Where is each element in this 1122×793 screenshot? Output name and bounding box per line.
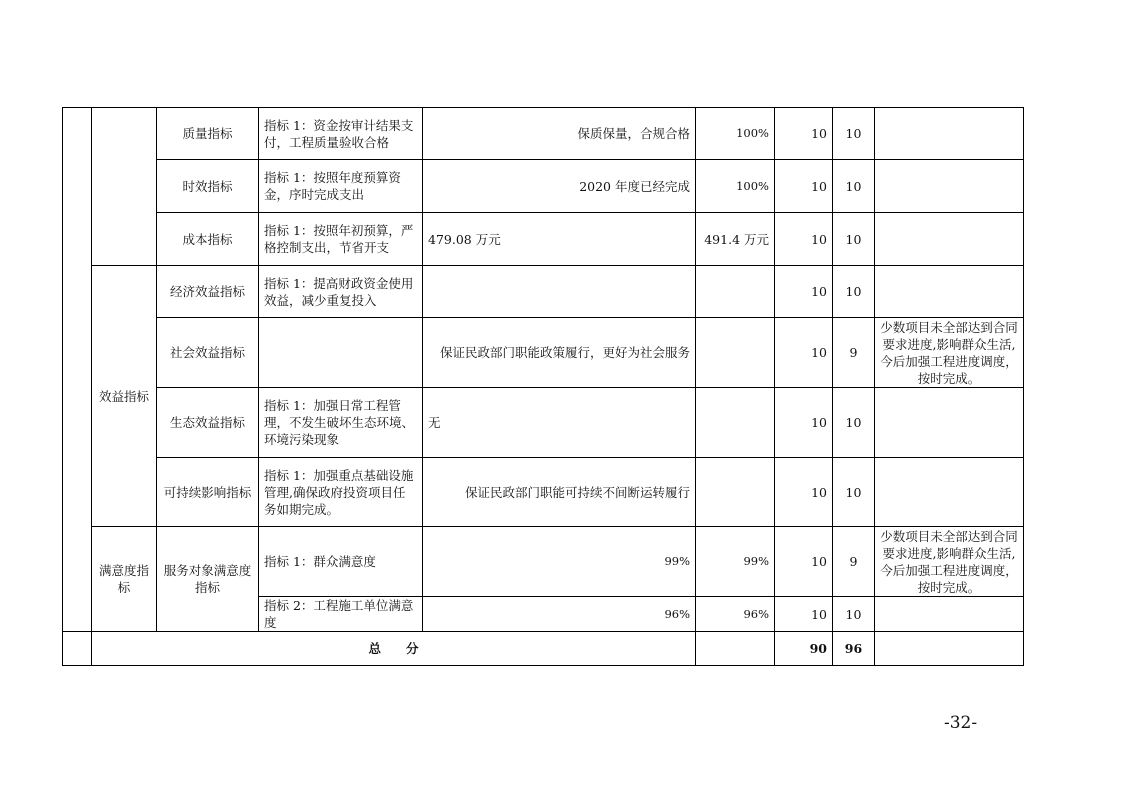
remark-cell: 少数项目未全部达到合同要求进度,影响群众生活,今后加强工程进度调度，按时完成。 xyxy=(875,527,1024,597)
actual-cell: 96% xyxy=(696,597,775,632)
total-row xyxy=(63,632,1024,666)
indicator-cell: 指标 1：加强重点基础设施管理,确保政府投资项目任务如期完成。 xyxy=(259,458,423,527)
target-cell: 479.08 万元 xyxy=(423,213,696,266)
remark-cell xyxy=(875,458,1024,527)
actual-cell: 99% xyxy=(696,527,775,597)
target-cell: 保证民政部门职能可持续不间断运转履行 xyxy=(423,458,696,527)
score-cell: 10 xyxy=(833,597,875,632)
table-row xyxy=(63,318,1024,388)
weight-cell: 10 xyxy=(775,458,833,527)
level2-cell: 满意度指标 xyxy=(92,527,157,632)
table-row xyxy=(63,108,1024,160)
indicator-cell xyxy=(259,318,423,388)
total-blank-cell xyxy=(63,632,92,666)
weight-cell: 10 xyxy=(775,527,833,597)
remark-cell: 少数项目未全部达到合同要求进度,影响群众生活,今后加强工程进度调度，按时完成。 xyxy=(875,318,1024,388)
table-row xyxy=(63,266,1024,318)
actual-cell xyxy=(696,266,775,318)
remark-cell xyxy=(875,266,1024,318)
level3-cell: 服务对象满意度指标 xyxy=(157,527,259,632)
actual-cell: 100% xyxy=(696,108,775,160)
total-score: 96 xyxy=(833,632,875,666)
actual-cell: 491.4 万元 xyxy=(696,213,775,266)
weight-cell: 10 xyxy=(775,266,833,318)
weight-cell: 10 xyxy=(775,318,833,388)
total-blank-cell xyxy=(696,632,775,666)
table-row xyxy=(63,388,1024,458)
level3-cell: 生态效益指标 xyxy=(157,388,259,458)
table-row xyxy=(63,527,1024,597)
level2-cell xyxy=(92,108,157,266)
target-cell: 保质保量，合规合格 xyxy=(423,108,696,160)
total-weight: 90 xyxy=(775,632,833,666)
table-row xyxy=(63,458,1024,527)
score-cell: 10 xyxy=(833,160,875,213)
remark-cell xyxy=(875,213,1024,266)
level3-cell: 可持续影响指标 xyxy=(157,458,259,527)
score-cell: 10 xyxy=(833,388,875,458)
target-cell: 无 xyxy=(423,388,696,458)
level3-cell: 成本指标 xyxy=(157,213,259,266)
target-cell: 99% xyxy=(423,527,696,597)
weight-cell: 10 xyxy=(775,388,833,458)
actual-cell: 100% xyxy=(696,160,775,213)
actual-cell xyxy=(696,458,775,527)
actual-cell xyxy=(696,318,775,388)
indicator-cell: 指标 1：群众满意度 xyxy=(259,527,423,597)
indicator-cell: 指标 2：工程施工单位满意度 xyxy=(259,597,423,632)
weight-cell: 10 xyxy=(775,597,833,632)
remark-cell xyxy=(875,160,1024,213)
table-row xyxy=(63,213,1024,266)
weight-cell: 10 xyxy=(775,160,833,213)
target-cell: 2020 年度已经完成 xyxy=(423,160,696,213)
indicator-cell: 指标 1：资金按审计结果支付，工程质量验收合格 xyxy=(259,108,423,160)
level3-cell: 时效指标 xyxy=(157,160,259,213)
remark-cell xyxy=(875,108,1024,160)
performance-indicator-table xyxy=(62,107,1024,666)
level3-cell: 社会效益指标 xyxy=(157,318,259,388)
weight-cell: 10 xyxy=(775,213,833,266)
score-cell: 9 xyxy=(833,527,875,597)
weight-cell: 10 xyxy=(775,108,833,160)
table-row xyxy=(63,160,1024,213)
score-cell: 10 xyxy=(833,458,875,527)
level3-cell: 经济效益指标 xyxy=(157,266,259,318)
score-cell: 10 xyxy=(833,266,875,318)
remark-cell xyxy=(875,388,1024,458)
level1-cell xyxy=(63,108,92,632)
indicator-cell: 指标 1：按照年度预算资金，序时完成支出 xyxy=(259,160,423,213)
score-cell: 9 xyxy=(833,318,875,388)
target-cell: 保证民政部门职能政策履行，更好为社会服务 xyxy=(423,318,696,388)
actual-cell xyxy=(696,388,775,458)
level3-cell: 质量指标 xyxy=(157,108,259,160)
indicator-cell: 指标 1：提高财政资金使用效益，减少重复投入 xyxy=(259,266,423,318)
score-cell: 10 xyxy=(833,213,875,266)
page-number: -32- xyxy=(944,713,978,733)
score-cell: 10 xyxy=(833,108,875,160)
target-cell: 96% xyxy=(423,597,696,632)
indicator-cell: 指标 1：按照年初预算，严格控制支出，节省开支 xyxy=(259,213,423,266)
indicator-cell: 指标 1：加强日常工程管理，不发生破坏生态环境、环境污染现象 xyxy=(259,388,423,458)
target-cell xyxy=(423,266,696,318)
level2-cell: 效益指标 xyxy=(92,266,157,527)
total-label: 总 分 xyxy=(92,632,696,666)
remark-cell xyxy=(875,597,1024,632)
total-remark-cell xyxy=(875,632,1024,666)
